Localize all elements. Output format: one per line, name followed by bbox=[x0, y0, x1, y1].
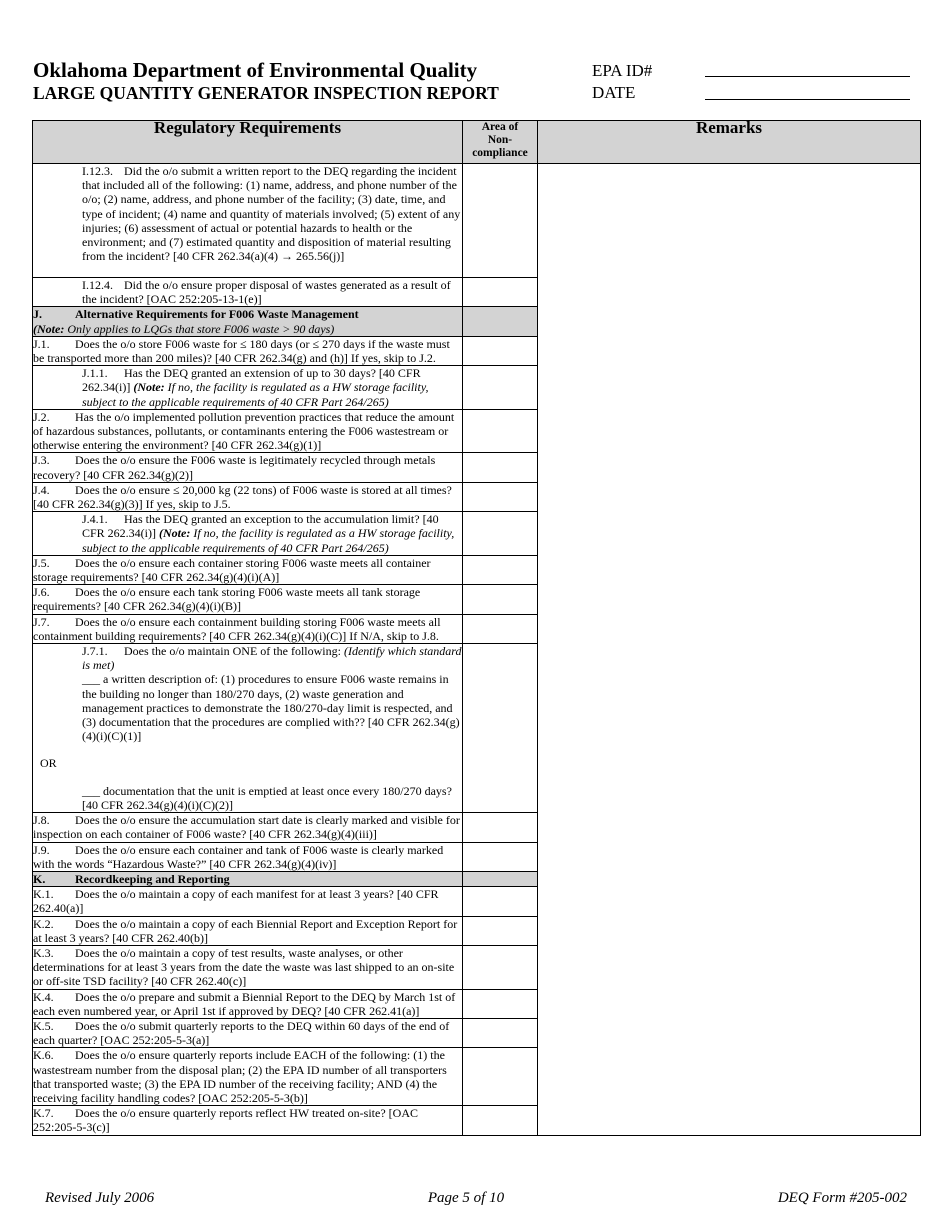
page-footer bbox=[45, 1190, 907, 1207]
table-row: K.6. Does the o/o ensure quarterly reports include EACH of the following: (1) the wastestream number from the disposal plan; (2) the EPA ID number of all transporters that transported waste; (3) the EPA ID number of the receiving facility; AND (4) the receiving facility handling codes? [OAC 252:205-5-3(b)] bbox=[33, 1048, 921, 1106]
table-row: J.6. Does the o/o ensure each tank storing F006 waste meets all tank storage requirements? [40 CFR 262.34(g)(4)(i)(B)] bbox=[33, 585, 921, 614]
noncompliance-cell[interactable] bbox=[463, 813, 538, 842]
noncompliance-cell[interactable] bbox=[463, 585, 538, 614]
noncompliance-cell[interactable] bbox=[463, 1048, 538, 1106]
table-row: K.4. Does the o/o prepare and submit a Biennial Report to the DEQ by March 1st of each even numbered year, or April 1st if approved by DEQ? [40 CFR 262.41(a)] bbox=[33, 989, 921, 1018]
table-row: J.4.1. Has the DEQ granted an exception to the accumulation limit? [40 CFR 262.34(i)] (Note: If no, the facility is regulated as a HW storage facility, subject to the applicable requirements of 40 CFR Part 264/265) bbox=[33, 512, 921, 556]
table-row: I.12.4. Did the o/o ensure proper disposal of wastes generated as a result of the incident? [OAC 252:205-13-1(e)] bbox=[33, 278, 921, 307]
noncompliance-cell[interactable] bbox=[463, 366, 538, 410]
header-blank-lines bbox=[705, 60, 910, 106]
noncompliance-cell[interactable] bbox=[463, 989, 538, 1018]
table-row: I.12.3. Did the o/o submit a written report to the DEQ regarding the incident that included all of the following: (1) name, address, and phone number of the o/o; (2) name, address, and phone number of the facility; (3) date, time, and type of incident; (4) name and quantity of materials involved; (5) extent of any injuries; (6) assessment of actual or potential hazards to health or the environment; and (7) estimated quantity and disposition of material resulting from the incident? [40 CFR 262.34(a)(4) → 265.56(j)] bbox=[33, 164, 921, 278]
table-row: J.3. Does the o/o ensure the F006 waste is legitimately recycled through metals recovery? [40 CFR 262.34(g)(2)] bbox=[33, 453, 921, 482]
epa-id-label: EPA ID# bbox=[592, 61, 653, 80]
or-separator: OR bbox=[40, 755, 57, 770]
noncompliance-cell[interactable] bbox=[463, 482, 538, 511]
remarks-cell[interactable] bbox=[538, 164, 921, 1136]
table-row: K.5. Does the o/o submit quarterly reports to the DEQ within 60 days of the end of each quarter? [OAC 252:205-5-3(a)] bbox=[33, 1018, 921, 1047]
date-field[interactable] bbox=[705, 83, 910, 100]
page-number: Page 5 of 10 bbox=[427, 1190, 505, 1206]
noncompliance-cell[interactable] bbox=[463, 164, 538, 278]
col-header-requirements: Regulatory Requirements bbox=[33, 121, 463, 164]
noncompliance-cell[interactable] bbox=[463, 945, 538, 989]
table-row: K.2. Does the o/o maintain a copy of each Biennial Report and Exception Report for at least 3 years? [40 CFR 262.40(b)] bbox=[33, 916, 921, 945]
option-written-description: ___ a written description of: (1) procedures to ensure F006 waste remains in the building no longer than 180/270 days, (2) waste generation and management practices to demonstrate the 180/270-day limit is respected, and (3) documentation that the procedures are complied with?? [40 CFR 262.34(g)(4)(i)(C)(1)] bbox=[82, 672, 460, 744]
noncompliance-cell[interactable] bbox=[463, 887, 538, 916]
table-row: J.1. Does the o/o store F006 waste for ≤ 180 days (or ≤ 270 days if the waste must be transported more than 200 miles)? [40 CFR 262.34(g) and (h)] If yes, skip to J.2. bbox=[33, 336, 921, 365]
date-label: DATE bbox=[592, 83, 636, 102]
noncompliance-cell[interactable] bbox=[463, 614, 538, 643]
table-row: K.1. Does the o/o maintain a copy of each manifest for at least 3 years? [40 CFR 262.40(a)] bbox=[33, 887, 921, 916]
noncompliance-cell[interactable] bbox=[463, 278, 538, 307]
col-header-area: Area of Non- compliance bbox=[463, 121, 538, 164]
table-row: J.4. Does the o/o ensure ≤ 20,000 kg (22 tons) of F006 waste is stored at all times? [40 CFR 262.34(g)(3)] If yes, skip to J.5. bbox=[33, 482, 921, 511]
noncompliance-cell[interactable] bbox=[463, 644, 538, 813]
table-row: J.9. Does the o/o ensure each container and tank of F006 waste is clearly marked with the words “Hazardous Waste?” [40 CFR 262.34(g)(4)(iv)] bbox=[33, 842, 921, 871]
table-row: J.7. Does the o/o ensure each containment building storing F006 waste meets all containment building requirements? [40 CFR 262.34(g)(4)(i)(C)] If N/A, skip to J.8. bbox=[33, 614, 921, 643]
table-row: J.1.1. Has the DEQ granted an extension of up to 30 days? [40 CFR 262.34(i)] (Note: If no, the facility is regulated as a HW storage facility, subject to the applicable requirements of 40 CFR Part 264/265) bbox=[33, 366, 921, 410]
noncompliance-cell[interactable] bbox=[463, 453, 538, 482]
noncompliance-cell[interactable] bbox=[463, 512, 538, 556]
section-header-k: K. Recordkeeping and Reporting bbox=[33, 871, 921, 886]
header-fields bbox=[592, 60, 652, 104]
table-row: J.2. Has the o/o implemented pollution prevention practices that reduce the amount of hazardous substances, pollutants, or contaminants entering the F006 wastestream or otherwise entering the environment? [40 CFR 262.34(g)(1)] bbox=[33, 409, 921, 453]
section-header-j: J. Alternative Requirements for F006 Waste Management (Note: Only applies to LQGs that store F006 waste > 90 days) bbox=[33, 307, 921, 336]
table-row: J.8. Does the o/o ensure the accumulation start date is clearly marked and visible for inspection on each container of F006 waste? [40 CFR 262.34(g)(4)(iii)] bbox=[33, 813, 921, 842]
revision-date: Revised July 2006 bbox=[45, 1190, 155, 1206]
noncompliance-cell[interactable] bbox=[463, 1106, 538, 1135]
col-header-remarks: Remarks bbox=[538, 121, 921, 164]
noncompliance-cell[interactable] bbox=[463, 555, 538, 584]
inspection-table bbox=[32, 120, 921, 1136]
table-row: K.7. Does the o/o ensure quarterly reports reflect HW treated on-site? [OAC 252:205-5-3(c)] bbox=[33, 1106, 921, 1135]
form-number: DEQ Form #205-002 bbox=[777, 1190, 907, 1206]
noncompliance-cell[interactable] bbox=[463, 1018, 538, 1047]
report-title: LARGE QUANTITY GENERATOR INSPECTION REPORT bbox=[33, 83, 499, 103]
noncompliance-cell[interactable] bbox=[463, 842, 538, 871]
table-row: J.7.1. Does the o/o maintain ONE of the following: (Identify which standard is met) ___ a written description of: (1) procedures to ensure F006 waste remains in the building no longer than 180/270 days, (2) waste generation and management practices to demonstrate the 180/270-day limit is respected, and (3) documentation that the procedures are complied with?? [40 CFR 262.34(g)(4)(i)(C)(1)] OR ___ documentation that the unit is emptied at least once every 180/270 days? [40 CFR 262.34(g)(4)(i)(C)(2)] bbox=[33, 644, 921, 813]
agency-title: Oklahoma Department of Environmental Quality bbox=[33, 58, 478, 82]
noncompliance-cell[interactable] bbox=[463, 336, 538, 365]
noncompliance-cell[interactable] bbox=[463, 409, 538, 453]
header-titles bbox=[33, 58, 499, 104]
table-row: J.5. Does the o/o ensure each container storing F006 waste meets all container storage requirements? [40 CFR 262.34(g)(4)(i)(A)] bbox=[33, 555, 921, 584]
option-documentation: ___ documentation that the unit is emptied at least once every 180/270 days? [40 CFR 262.34(g)(4)(i)(C)(2)] bbox=[82, 783, 452, 812]
table-row: K.3. Does the o/o maintain a copy of test results, waste analyses, or other determinations for at least 3 years from the date the waste was last shipped to an on-site or off-site TSD facility? [40 CFR 262.40(c)] bbox=[33, 945, 921, 989]
epa-id-field[interactable] bbox=[705, 60, 910, 77]
noncompliance-cell[interactable] bbox=[463, 916, 538, 945]
